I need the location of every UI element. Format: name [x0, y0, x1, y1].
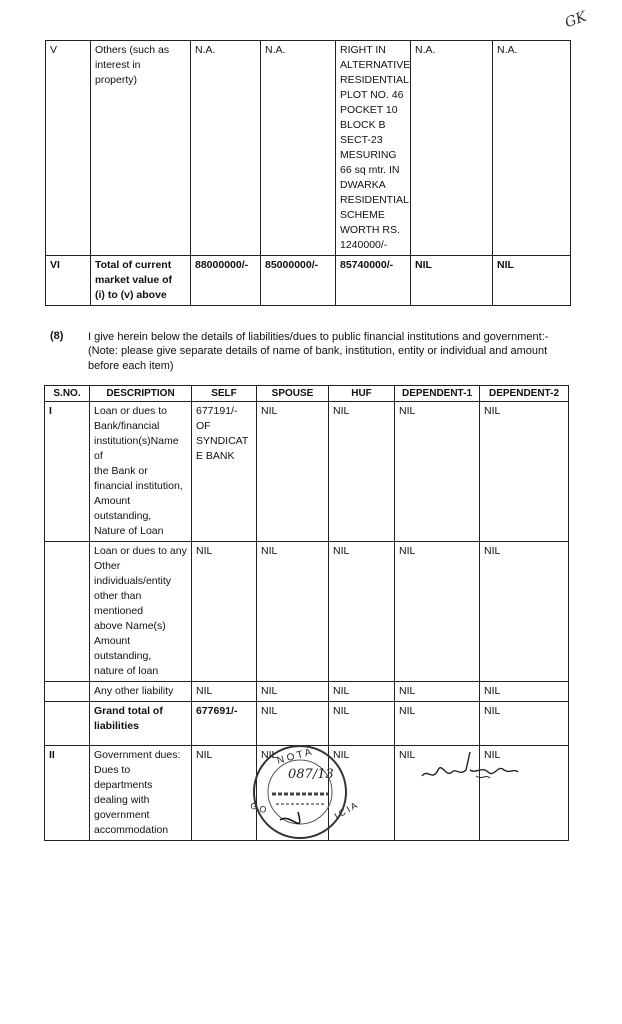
cell-dependent-2: N.A. — [493, 41, 571, 256]
header-dependent-2: DEPENDENT-2 — [480, 386, 569, 402]
header-huf: HUF — [329, 386, 395, 402]
svg-text:087/13: 087/13 — [288, 767, 334, 782]
cell-sno: VI — [46, 256, 91, 306]
cell-sno — [45, 682, 90, 702]
cell-description: Loan or dues to any Other individuals/entity other than mentioned above Name(s) Amount outstanding, nature of loan — [90, 542, 192, 682]
cell-spouse: N.A. — [261, 41, 336, 256]
cell-spouse: NIL — [257, 702, 329, 746]
cell-dependent-1: NIL — [395, 702, 480, 746]
cell-spouse: NIL — [257, 542, 329, 682]
cell-description: Loan or dues to Bank/financial institution(s)Name of the Bank or financial institution, Amount outstanding, Nature of Loan — [90, 402, 192, 542]
table-row — [45, 542, 569, 682]
table-row — [45, 682, 569, 702]
cell-dependent-2: NIL — [480, 702, 569, 746]
cell-self: 677691/- — [192, 702, 257, 746]
cell-sno — [45, 542, 90, 682]
cell-dependent-1: NIL — [395, 682, 480, 702]
svg-text:N O T A: N O T A — [275, 746, 313, 767]
cell-description: Grand total of liabilities — [90, 702, 192, 746]
corner-initials-mark: GK — [562, 8, 589, 32]
cell-self: NIL — [192, 682, 257, 702]
cell-dependent-2: NIL — [480, 542, 569, 682]
svg-text:G O: G O — [248, 800, 268, 816]
table-row — [45, 702, 569, 746]
cell-self: NIL — [192, 746, 257, 841]
cell-spouse: NIL — [257, 746, 329, 841]
cell-dependent-1: NIL — [395, 402, 480, 542]
cell-sno — [45, 702, 90, 746]
cell-sno: I — [45, 402, 90, 542]
cell-description: Total of current market value of (i) to (v) above — [91, 256, 191, 306]
cell-dependent-1: NIL — [395, 746, 480, 841]
header-sno: S.NO. — [45, 386, 90, 402]
section-number: (8) — [50, 330, 64, 342]
cell-self: 88000000/- — [191, 256, 261, 306]
cell-spouse: NIL — [257, 682, 329, 702]
section-note: (Note: please give separate details of name of bank, institution, entity or individual and amount before each item) — [88, 345, 548, 372]
cell-spouse: 85000000/- — [261, 256, 336, 306]
cell-dependent-1: NIL — [395, 542, 480, 682]
header-spouse: SPOUSE — [257, 386, 329, 402]
cell-dependent-2: NIL — [480, 682, 569, 702]
cell-dependent-1: NIL — [411, 256, 493, 306]
cell-description: Government dues: Dues to departments dealing with government accommodation — [90, 746, 192, 841]
header-self: SELF — [192, 386, 257, 402]
cell-huf: 85740000/- — [336, 256, 411, 306]
cell-dependent-2: NIL — [493, 256, 571, 306]
cell-huf: NIL — [329, 542, 395, 682]
cell-description: Others (such as interest in property) — [91, 41, 191, 256]
cell-huf: NIL — [329, 746, 395, 841]
cell-huf: RIGHT IN ALTERNATIVE RESIDENTIAL PLOT NO. 46 POCKET 10 BLOCK B SECT-23 MESURING 66 sq mtr. IN DWARKA RESIDENTIAL SCHEME WORTH RS. 1240000/- — [336, 41, 411, 256]
header-dependent-1: DEPENDENT-1 — [395, 386, 480, 402]
table-header-row — [45, 386, 569, 402]
cell-huf: NIL — [329, 702, 395, 746]
assets-table — [45, 40, 571, 306]
notary-stamp — [248, 742, 359, 842]
cell-sno: II — [45, 746, 90, 841]
header-description: DESCRIPTION — [90, 386, 192, 402]
svg-text:I C I A: I C I A — [332, 800, 359, 822]
table-row — [46, 41, 571, 256]
cell-dependent-1: N.A. — [411, 41, 493, 256]
cell-huf: NIL — [329, 402, 395, 542]
table-row — [45, 402, 569, 542]
cell-spouse: NIL — [257, 402, 329, 542]
section-intro: I give herein below the details of liabilities/dues to public financial institutions and government:- — [88, 331, 549, 343]
table-row — [46, 256, 571, 306]
cell-sno: V — [46, 41, 91, 256]
cell-self: N.A. — [191, 41, 261, 256]
cell-dependent-2: NIL — [480, 746, 569, 841]
cell-dependent-2: NIL — [480, 402, 569, 542]
cell-huf: NIL — [329, 682, 395, 702]
signature — [420, 748, 520, 788]
cell-self: NIL — [192, 542, 257, 682]
cell-self: 677191/- OF SYNDICAT E BANK — [192, 402, 257, 542]
cell-description: Any other liability — [90, 682, 192, 702]
